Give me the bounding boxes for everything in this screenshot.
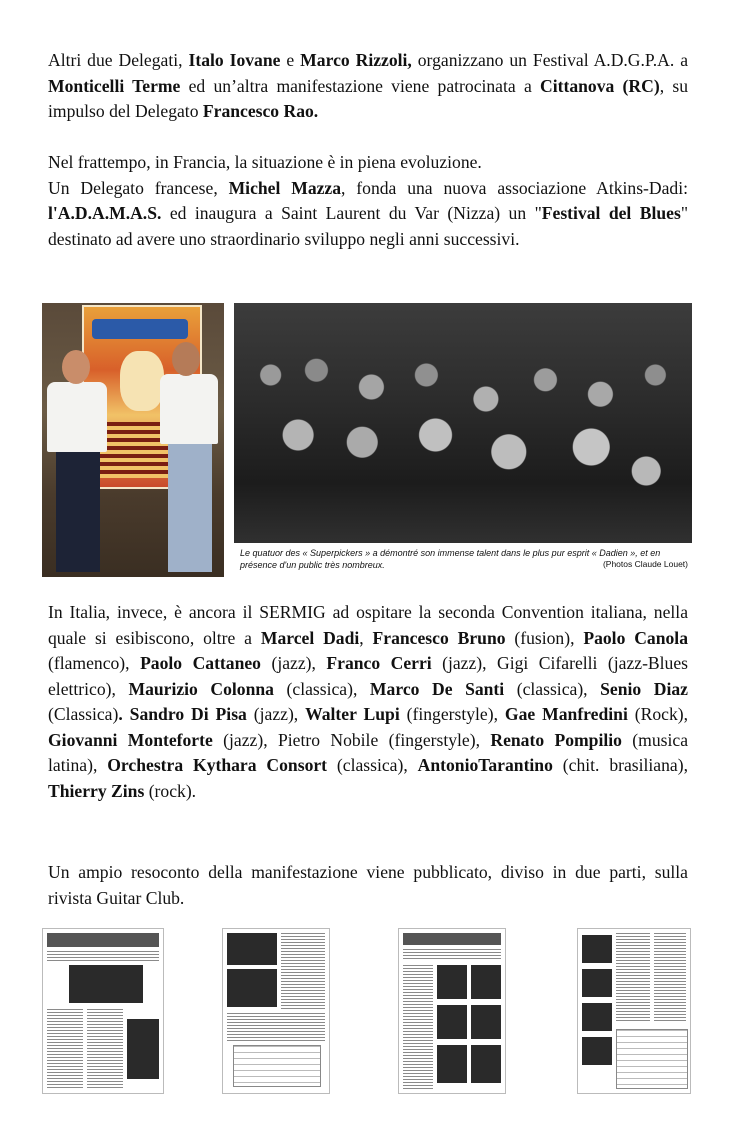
- magazine-page-thumbnail-2: [222, 928, 330, 1094]
- place-cittanova: Cittanova (RC): [540, 75, 660, 96]
- name-franco-cerri: Franco Cerri: [326, 653, 432, 673]
- name-giovanni-monteforte: Giovanni Monteforte: [48, 729, 213, 750]
- paragraph-italy-convention: In Italia, invece, è ancora il SERMIG ad ospitare la seconda Convention italiana, nella quale si esibiscono, oltre a Marcel Dadi, Francesco Bruno (fusion), Paolo Canola (flamenco), Paolo Cattaneo (jazz), Franco Cerri (jazz), Gigi Cifarelli (jazz-Blues elettrico), Maurizio Colonna (classica), Marco De Santi (classica), Senio Diaz (Classica). Sandro Di Pisa (jazz), Walter Lupi (fingerstyle), Gae Manfredini (Rock), Giovanni Monteforte (jazz), Pietro Nobile (fingerstyle), Renato Pompilio (musica latina), Orchestra Kythara Consort (classica), AntonioTarantino (chit. brasiliana), Thierry Zins (rock).: [48, 602, 689, 801]
- name-maurizio-colonna: Maurizio Colonna: [128, 678, 274, 699]
- magazine-page-thumbnail-3: [398, 928, 506, 1094]
- name-senio-diaz: Senio Diaz: [600, 678, 688, 699]
- photo-caption: Le quatuor des « Superpickers » a démontré son immense talent dans le plus pur esprit « Dadien », et en présence d'un public très nombreux.: [240, 548, 661, 570]
- name-gae-manfredini: Gae Manfredini: [504, 704, 628, 724]
- paragraph-france: Nel frattempo, in Francia, la situazione è in piena evoluzione. Un Delegato francese, Michel Mazza, fonda una nuova associazione Atkins-Dadi: l'A.D.A.M.A.S. ed inaugura a Saint Laurent du Var (Nizza) un "Festival del Blues" destinato ad avere uno straordinario sviluppo negli anni successivi.: [48, 152, 688, 249]
- name-thierry-zins: Thierry Zins: [48, 780, 145, 801]
- place-monticelli-terme: Monticelli Terme: [48, 75, 181, 96]
- name-walter-lupi: Walter Lupi: [305, 704, 400, 724]
- name-paolo-canola: Paolo Canola: [583, 627, 688, 648]
- paragraph-guitar-club: Un ampio resoconto della manifestazione viene pubblicato, diviso in due parti, sulla rivista Guitar Club.: [48, 862, 688, 908]
- name-antonio-tarantino: AntonioTarantino: [417, 755, 553, 775]
- photo-audience: [234, 303, 692, 577]
- name-adamas: l'A.D.A.M.A.S.: [48, 203, 162, 223]
- name-renato-pompilio: Renato Pompilio: [490, 729, 622, 750]
- audience-image: [234, 303, 692, 543]
- magazine-page-thumbnail-4: [577, 928, 691, 1094]
- photo-credit: (Photos Claude Louet): [602, 559, 688, 569]
- magazine-page-thumbnail-1: [42, 928, 164, 1094]
- paragraph-delegates: Altri due Delegati, Italo Iovane e Marco Rizzoli, organizzano un Festival A.D.G.P.A. a Monticelli Terme ed un’altra manifestazione viene patrocinata a Cittanova (RC), su impulso del Delegato Francesco Rao.: [48, 50, 688, 121]
- name-marcel-dadi: Marcel Dadi: [260, 627, 360, 648]
- name-festival-del-blues: Festival del Blues: [541, 203, 681, 223]
- name-sandro-di-pisa: . Sandro Di Pisa: [118, 704, 247, 724]
- name-italo-iovane: Italo Iovane: [188, 50, 281, 70]
- name-orchestra-kythara-consort: Orchestra Kythara Consort: [107, 755, 328, 775]
- name-francesco-rao: Francesco Rao.: [202, 101, 319, 121]
- name-michel-mazza: Michel Mazza: [228, 177, 342, 198]
- name-francesco-bruno: Francesco Bruno: [372, 627, 506, 648]
- name-paolo-cattaneo: Paolo Cattaneo: [140, 653, 261, 673]
- name-marco-de-santi: Marco De Santi: [369, 678, 505, 699]
- name-marco-rizzoli: Marco Rizzoli,: [300, 50, 412, 70]
